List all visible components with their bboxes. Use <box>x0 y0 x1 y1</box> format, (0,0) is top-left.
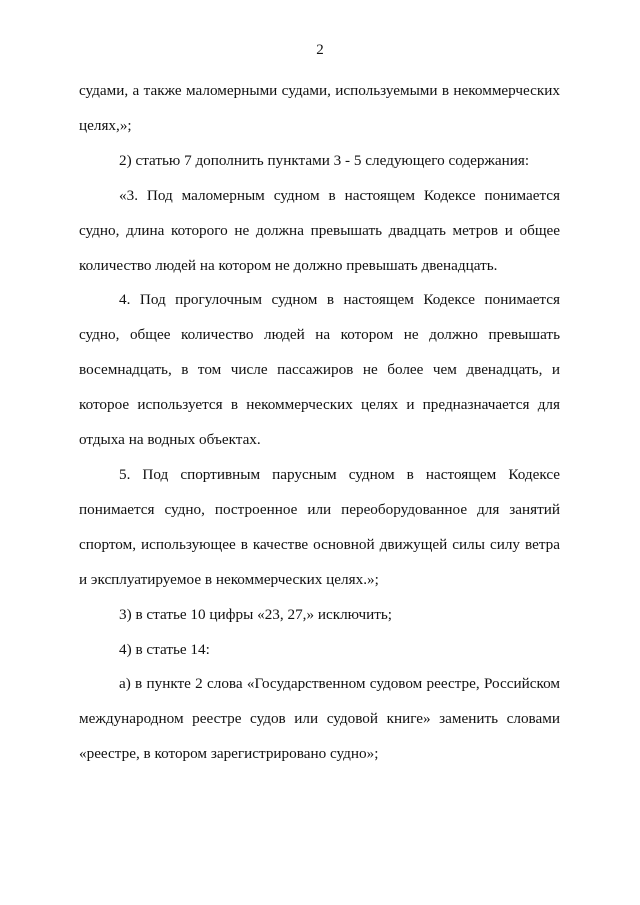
page-number: 2 <box>316 42 324 58</box>
paragraph-subitem-a: а) в пункте 2 слова «Государственном судовом реестре, Российском международном реестре судов или судовой книге» заменить словами «реестре, в котором зарегистрировано судно»; <box>79 675 560 763</box>
paragraph-point-3: «3. Под маломерным судном в настоящем Кодексе понимается судно, длина которого не должна превышать двадцать метров и общее количество людей на котором не должно превышать двенадцать. <box>79 186 560 274</box>
paragraph-point-5: 5. Под спортивным парусным судном в настоящем Кодексе понимается судно, построенное или переоборудованное для занятий спортом, использующее в качестве основной движущей силы силу ветра и эксплуатируемое в некоммерческих целях.»; <box>79 465 560 588</box>
paragraph-item-4: 4) в статье 14: <box>119 640 210 658</box>
paragraph-continuation: судами, а также маломерными судами, используемыми в некоммерческих целях,»; <box>79 82 560 134</box>
paragraph-item-3: 3) в статье 10 цифры «23, 27,» исключить; <box>119 605 392 623</box>
paragraph-item-2: 2) статью 7 дополнить пунктами 3 - 5 следующего содержания: <box>119 151 530 169</box>
document-body <box>79 74 560 772</box>
paragraph-point-4: 4. Под прогулочным судном в настоящем Кодексе понимается судно, общее количество людей на котором не должно превышать восемнадцать, в том числе пассажиров не более чем двенадцать, и которое используется в некоммерческих целях и предназначается для отдыха на водных объектах. <box>79 291 560 449</box>
